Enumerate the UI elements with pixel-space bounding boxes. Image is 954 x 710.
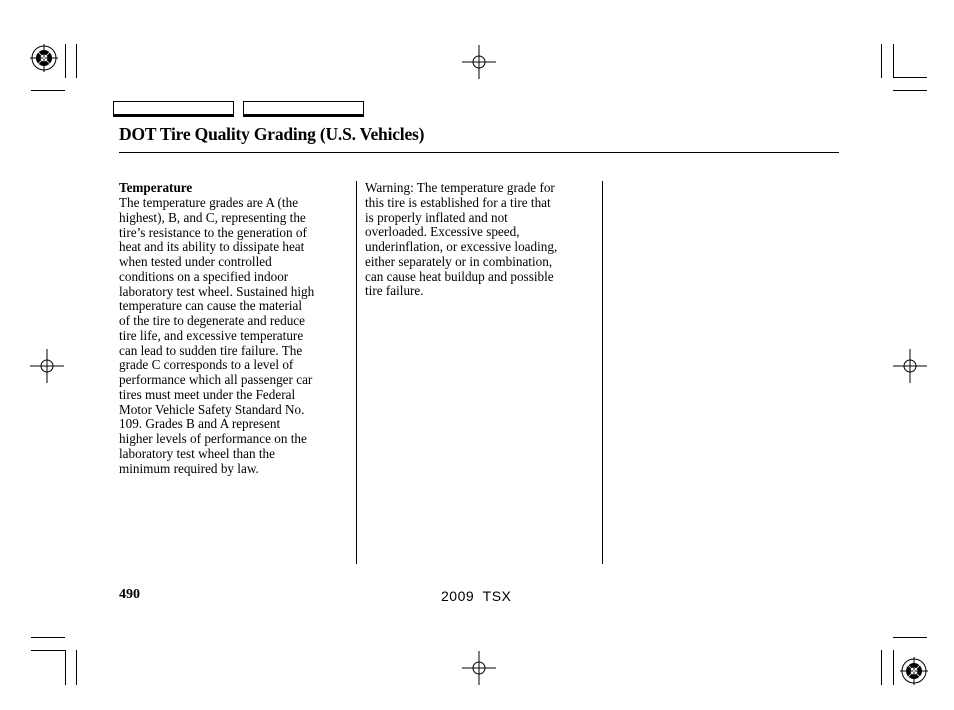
- crosshair-icon: [462, 45, 496, 79]
- crop-mark: [65, 44, 66, 78]
- crop-mark: [31, 90, 65, 91]
- crop-mark: [893, 650, 894, 685]
- crop-mark: [893, 77, 927, 78]
- registration-target-icon: [900, 657, 928, 685]
- crosshair-icon: [30, 349, 64, 383]
- section-heading-temperature: Temperature: [119, 180, 193, 195]
- crop-mark: [881, 650, 882, 685]
- temperature-paragraph: The temperature grades are A (the highest), B, and C, representing the tire’s resistance to the generation of heat and its ability to dissipate heat when tested under controlled conditions on a specified indoor laboratory test wheel. Sustained high temperature can cause the material of the tire to degenerate and reduce tire life, and excessive temperature can lead to sudden tire failure. The grade C corresponds to a level of performance which all passenger car tires must meet under the Federal Motor Vehicle Safety Standard No. 109. Grades B and A represent higher levels of performance on the laboratory test wheel than the minimum required by law.: [119, 195, 315, 476]
- nav-tab-previous[interactable]: [113, 101, 234, 117]
- model-label: 2009 TSX: [441, 588, 512, 604]
- column-divider: [602, 181, 603, 564]
- page-number: 490: [119, 587, 140, 602]
- column-divider: [356, 181, 357, 564]
- crop-mark: [893, 637, 927, 638]
- crosshair-icon: [893, 349, 927, 383]
- nav-tab-next[interactable]: [243, 101, 364, 117]
- warning-paragraph: Warning: The temperature grade for this tire is established for a tire that is properly inflated and not overloaded. Excessive speed, underinflation, or excessive loading, either separately or in combination, can cause heat buildup and possible tire failure.: [365, 180, 558, 299]
- crop-mark: [31, 650, 65, 651]
- crop-mark: [893, 90, 927, 91]
- crop-mark: [31, 637, 65, 638]
- crop-mark: [893, 44, 894, 78]
- title-divider: [119, 152, 839, 153]
- page-title: DOT Tire Quality Grading (U.S. Vehicles): [119, 124, 425, 144]
- crop-mark: [65, 650, 66, 685]
- crosshair-icon: [462, 651, 496, 685]
- registration-target-icon: [30, 44, 58, 72]
- crop-mark: [76, 650, 77, 685]
- crop-mark: [76, 44, 77, 78]
- crop-mark: [881, 44, 882, 78]
